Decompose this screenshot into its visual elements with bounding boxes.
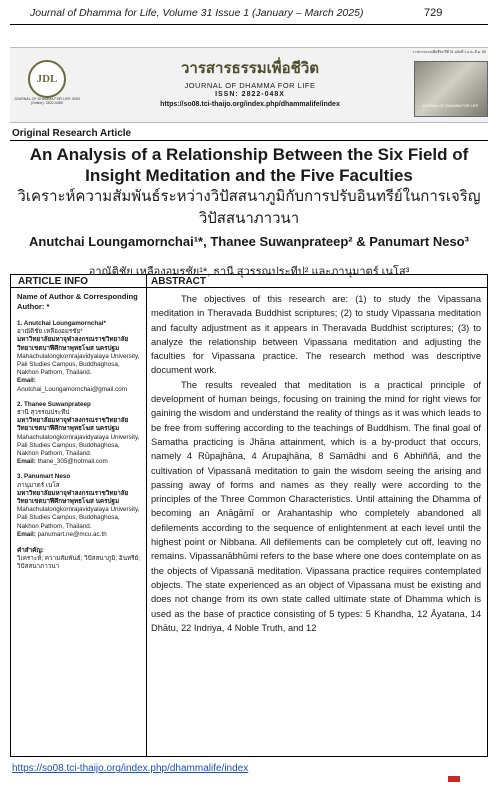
keywords-label: คำสำคัญ:: [17, 547, 44, 555]
journal-logo: JDL: [28, 60, 66, 98]
page-number: 729: [424, 7, 443, 19]
author-block: [17, 401, 143, 467]
article-title-th: วิเคราะห์ความสัมพันธ์ระหว่างวิปัสสนาภูมิกับการปรับอินทรีย์ในการเจริญวิปัสสนาภาวนา: [17, 188, 481, 227]
author-block: [17, 320, 143, 394]
email-label: Email:: [17, 377, 36, 385]
author-thai-affiliation: มหาวิทยาลัยมหาจุฬาลงกรณราชวิทยาลัย วิทยาเขตบาฬีศึกษาพุทธโฆส นครปฐม: [17, 489, 129, 506]
info-box-divider: [146, 274, 147, 756]
corresponding-author-label: Name of Author & Corresponding Author: *: [17, 292, 138, 311]
journal-thai-title: วารสารธรรมเพื่อชีวิต: [180, 60, 320, 77]
cover-thumbnail: [414, 61, 488, 117]
abstract-paragraph-1: The objectives of this research are: (1) to study the Vipassana meditation in Theravada Buddhist scriptures; (2) to study Vipassana meditation and faculty adjustment as it appears in Theravada Buddhist scriptures; (3) to analyze the relationship between Vipassana meditation and adjusting the faculties for Vipassana practice. The research method was descriptive document work.: [151, 294, 481, 376]
journal-issn: ISSN: 2822-048X: [215, 91, 285, 98]
cover-label: JOURNAL OF DHAMMA FOR LIFE: [421, 104, 479, 108]
tci-logo-icon: [448, 776, 460, 782]
running-head: Journal of Dhamma for Life, Volume 31 Issue 1 (January – March 2025): [30, 7, 364, 19]
author-block: [17, 473, 143, 539]
header-rule: [10, 24, 488, 25]
article-info-heading: ARTICLE INFO: [18, 276, 88, 287]
author-thai-affiliation: มหาวิทยาลัยมหาจุฬาลงกรณราชวิทยาลัย วิทยาเขตบาฬีศึกษาพุทธโฆส นครปฐม: [17, 417, 129, 433]
info-box-right: [487, 274, 488, 756]
authors-en: Anutchai Loungamornchai¹*, Thanee Suwanprateep² & Panumart Neso³: [29, 234, 469, 249]
footer-logo: [448, 769, 486, 779]
article-type-rule: [10, 140, 488, 141]
info-box-bottom: [10, 756, 488, 757]
abstract-heading: ABSTRACT: [151, 276, 206, 287]
author-email[interactable]: thane_305@hotmail.com: [37, 458, 108, 466]
author-affiliation: Mahachulalongkornrajavidyalaya University, Pali Studies Campus, Buddhaghosa, Nakhon Pathom, Thailand.: [17, 352, 140, 377]
cover-caption: วารสารธรรมเพื่อชีวิต ปีที่ 31 ฉบับที่ 1 ม.ค.-มี.ค. 68: [412, 50, 486, 54]
abstract-column: [151, 292, 481, 635]
author-name: 2. Thanee Suwanprateep: [17, 400, 91, 408]
author-thai-affiliation: มหาวิทยาลัยมหาจุฬาลงกรณราชวิทยาลัย วิทยาเขตบาฬีศึกษาพุทธโฆส นครปฐม: [17, 336, 129, 352]
author-thai-name: ภานุมาตร์ เนโส: [17, 481, 60, 489]
footer-url-link[interactable]: https://so08.tci-thaijo.org/index.php/dhammalife/index: [12, 763, 249, 774]
email-label: Email:: [17, 458, 36, 466]
author-affiliation: Mahachulalongkornrajavidyalaya University, Pali Studies Campus, Buddhaghosa, Nakhon Pathom, Thailand.: [17, 433, 140, 458]
author-thai-name: อาณัติชัย เหลืองอมรชัย*: [17, 328, 83, 336]
author-name: 3. Panumart Neso: [17, 473, 71, 481]
authors-th: อาณัติชัย เหลืองอมรชัย¹*, ธานี สุวรรณประทีป² และภานุมาตร์ เนโส³: [88, 266, 410, 278]
author-name: 1. Anutchai Loungamornchai*: [17, 320, 106, 327]
info-box-left: [10, 274, 11, 756]
keywords-block: [17, 547, 143, 572]
abstract-paragraph-2: The results revealed that meditation is a practical principle of development of human beings, focusing on training the mind for right views for gaining the wisdom and understand the reality of things as it was which leads to be free from suffering according to the teachings of Buddhism. The final goal of Samatha practicing is Jhāna attainment, which is a by-product that occurs, namely 4 Rūpajhāna, 4 Arupajhāna, 8 Samādhi and 6 Abhiññā, and the cultivation of Vipassanā meditation to gain the wisdom seeing the arising and passing away of forms and names as they really were according to the principles of the Three Common Characteristics. Until attaining the Dhamma of becoming an Anāgāmī or Arahantaship who completely abandoned all defilements according to the sequence of enlightenment at each level until the highest point or Nibbana. All defilements can be completely cut off, leaving no remains. Vipassanābhūmi refers to the base where one does contemplate on as the objects of Vipassanā meditation. Vipassana practice requires contemplated objects. The state experienced as an object of Vipassana must be existing and does not change from its own state called ultimate state of Dhamma which is used as the base of practice consisting of 5 types: 5 Khandha, 12 Āyatana, 14 Dhātu, 22 Indriya, 4 Noble Truth, and 12: [151, 379, 481, 633]
author-email[interactable]: Anutchai_Loungamornchai@gmail.com: [17, 385, 128, 393]
info-box-header-rule: [10, 287, 488, 288]
author-affiliation: Mahachulalongkornrajavidyalaya University, Pali Studies Campus, Buddhaghosa, Nakhon Pathom, Thailand.: [17, 506, 140, 530]
article-title-en: An Analysis of a Relationship Between the Six Field of Insight Meditation and the Five Faculties: [29, 145, 469, 185]
logo-caption: JOURNAL OF DHAMMA FOR LIFE ISSN (Online): 2822-048X: [14, 97, 80, 106]
email-label: Email:: [17, 530, 36, 538]
author-thai-name: ธานี สุวรรณประทีป: [17, 409, 70, 417]
keywords-text: วิเคราะห์; ความสัมพันธ์; วิปัสสนาภูมิ; อินทรีย์; วิปัสสนาภาวนา: [17, 555, 140, 571]
article-info-column: [17, 292, 143, 572]
article-type: Original Research Article: [12, 128, 132, 139]
journal-english-title: JOURNAL OF DHAMMA FOR LIFE: [184, 81, 316, 90]
journal-url[interactable]: https://so08.tci-thaijo.org/index.php/dhammalife/index: [160, 101, 340, 108]
author-email[interactable]: panumart.ne@mcu.ac.th: [37, 530, 107, 538]
